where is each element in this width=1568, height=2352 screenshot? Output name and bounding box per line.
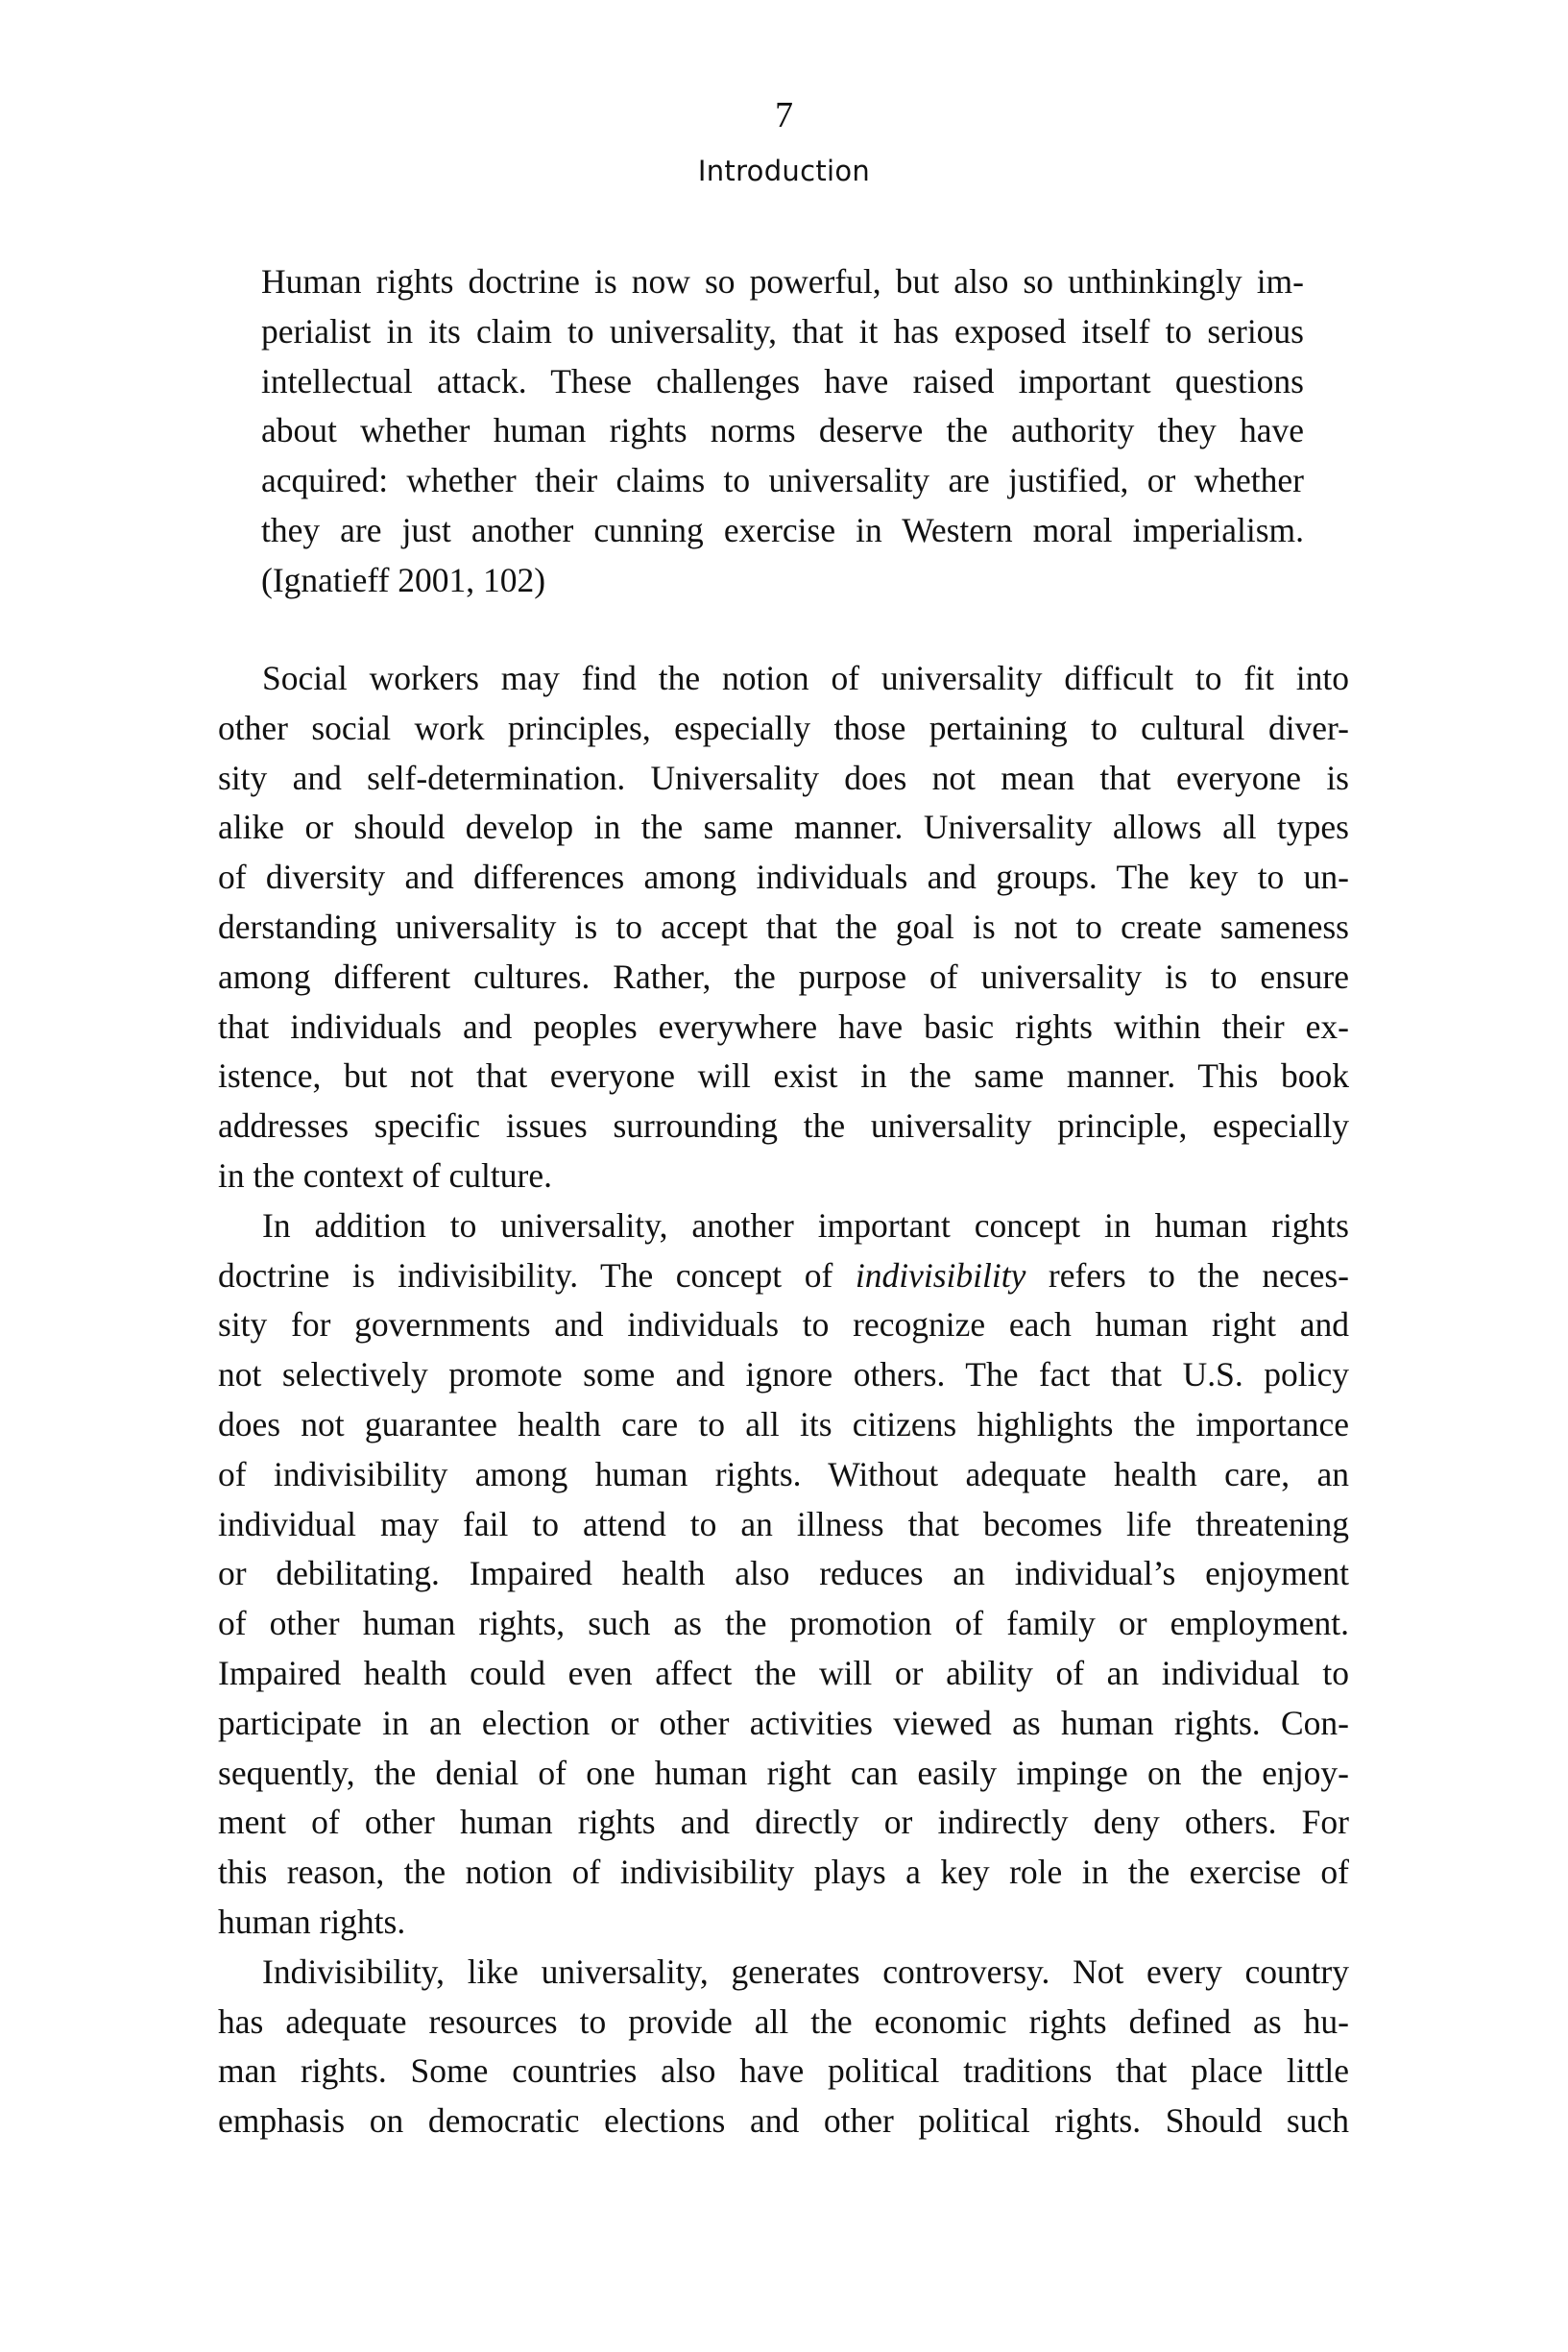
text-line: emphasis on democratic elections and other political rights. Should such xyxy=(218,2101,1349,2141)
text-line: or debilitating. Impaired health also reduces an individual’s enjoyment xyxy=(218,1554,1349,1593)
text-line: has adequate resources to provide all the economic rights defined as hu- xyxy=(218,2001,1349,2041)
quote-line: perialist in its claim to universality, that it has exposed itself to serious xyxy=(261,311,1304,351)
body-text xyxy=(218,654,1349,2146)
text-run: doctrine is indivisibility. The concept of xyxy=(218,1255,856,1295)
text-line: ment of other human rights and directly or indirectly deny others. For xyxy=(218,1803,1349,1842)
text-line: in the context of culture. xyxy=(218,1155,552,1195)
block-quote xyxy=(261,257,1304,606)
quote-line: Human rights doctrine is now so powerful, but also so unthinkingly im- xyxy=(261,262,1304,301)
text-line: sequently, the denial of one human right can easily impinge on the enjoy- xyxy=(218,1753,1349,1792)
text-line: of other human rights, such as the promotion of family or employment. xyxy=(218,1604,1349,1643)
italic-term: indivisibility xyxy=(855,1255,1026,1295)
text-line: this reason, the notion of indivisibility plays a key role in the exercise of xyxy=(218,1853,1349,1892)
text-line: istence, but not that everyone will exist in the same manner. This book xyxy=(218,1056,1349,1096)
text-line: of diversity and differences among individuals and groups. The key to un- xyxy=(218,858,1349,897)
text-line: sity for governments and individuals to recognize each human right and xyxy=(218,1305,1349,1345)
text-line: other social work principles, especially those pertaining to cultural diver- xyxy=(218,708,1349,747)
text-line: Social workers may find the notion of universality difficult to fit into xyxy=(262,659,1349,697)
text-line: Indivisibility, like universality, generates controversy. Not every country xyxy=(262,1952,1349,1991)
page-number: 7 xyxy=(775,95,793,135)
running-head: Introduction xyxy=(697,155,871,187)
paragraph-indivisibility xyxy=(218,1201,1349,1948)
text-line: does not guarantee health care to all its citizens highlights the importance xyxy=(218,1404,1349,1443)
text-run: refers to the neces- xyxy=(1025,1255,1349,1295)
text-line: sity and self-determination. Universality does not mean that everyone is xyxy=(218,758,1349,797)
text-line: alike or should develop in the same manner. Universality allows all types xyxy=(218,808,1349,847)
text-line: addresses specific issues surrounding the universality principle, especially xyxy=(218,1106,1349,1146)
text-line: of indivisibility among human rights. Without adequate health care, an xyxy=(218,1454,1349,1493)
quote-line: they are just another cunning exercise in Western moral imperialism. xyxy=(261,510,1304,549)
text-line: participate in an election or other activities viewed as human rights. Con- xyxy=(218,1703,1349,1742)
quote-citation: (Ignatieff 2001, 102) xyxy=(261,560,546,599)
paragraph-universality xyxy=(218,654,1349,1201)
text-line: not selectively promote some and ignore others. The fact that U.S. policy xyxy=(218,1355,1349,1394)
quote-line: intellectual attack. These challenges have raised important questions xyxy=(261,361,1304,400)
paragraph-controversy xyxy=(218,1948,1349,2146)
text-line: Impaired health could even affect the will or ability of an individual to xyxy=(218,1653,1349,1692)
text-line: human rights. xyxy=(218,1902,406,1941)
text-line xyxy=(218,1251,1349,1301)
text-line: individual may fail to attend to an illness that becomes life threatening xyxy=(218,1504,1349,1543)
text-line: derstanding universality is to accept that the goal is not to create sameness xyxy=(218,907,1349,946)
text-line: In addition to universality, another important concept in human rights xyxy=(262,1205,1349,1245)
quote-line: about whether human rights norms deserve the authority they have xyxy=(261,411,1304,450)
text-line: that individuals and peoples everywhere have basic rights within their ex- xyxy=(218,1006,1349,1046)
text-line: among different cultures. Rather, the purpose of universality is to ensure xyxy=(218,957,1349,996)
quote-line: acquired: whether their claims to universality are justified, or whether xyxy=(261,461,1304,500)
text-line: man rights. Some countries also have political traditions that place little xyxy=(218,2051,1349,2091)
